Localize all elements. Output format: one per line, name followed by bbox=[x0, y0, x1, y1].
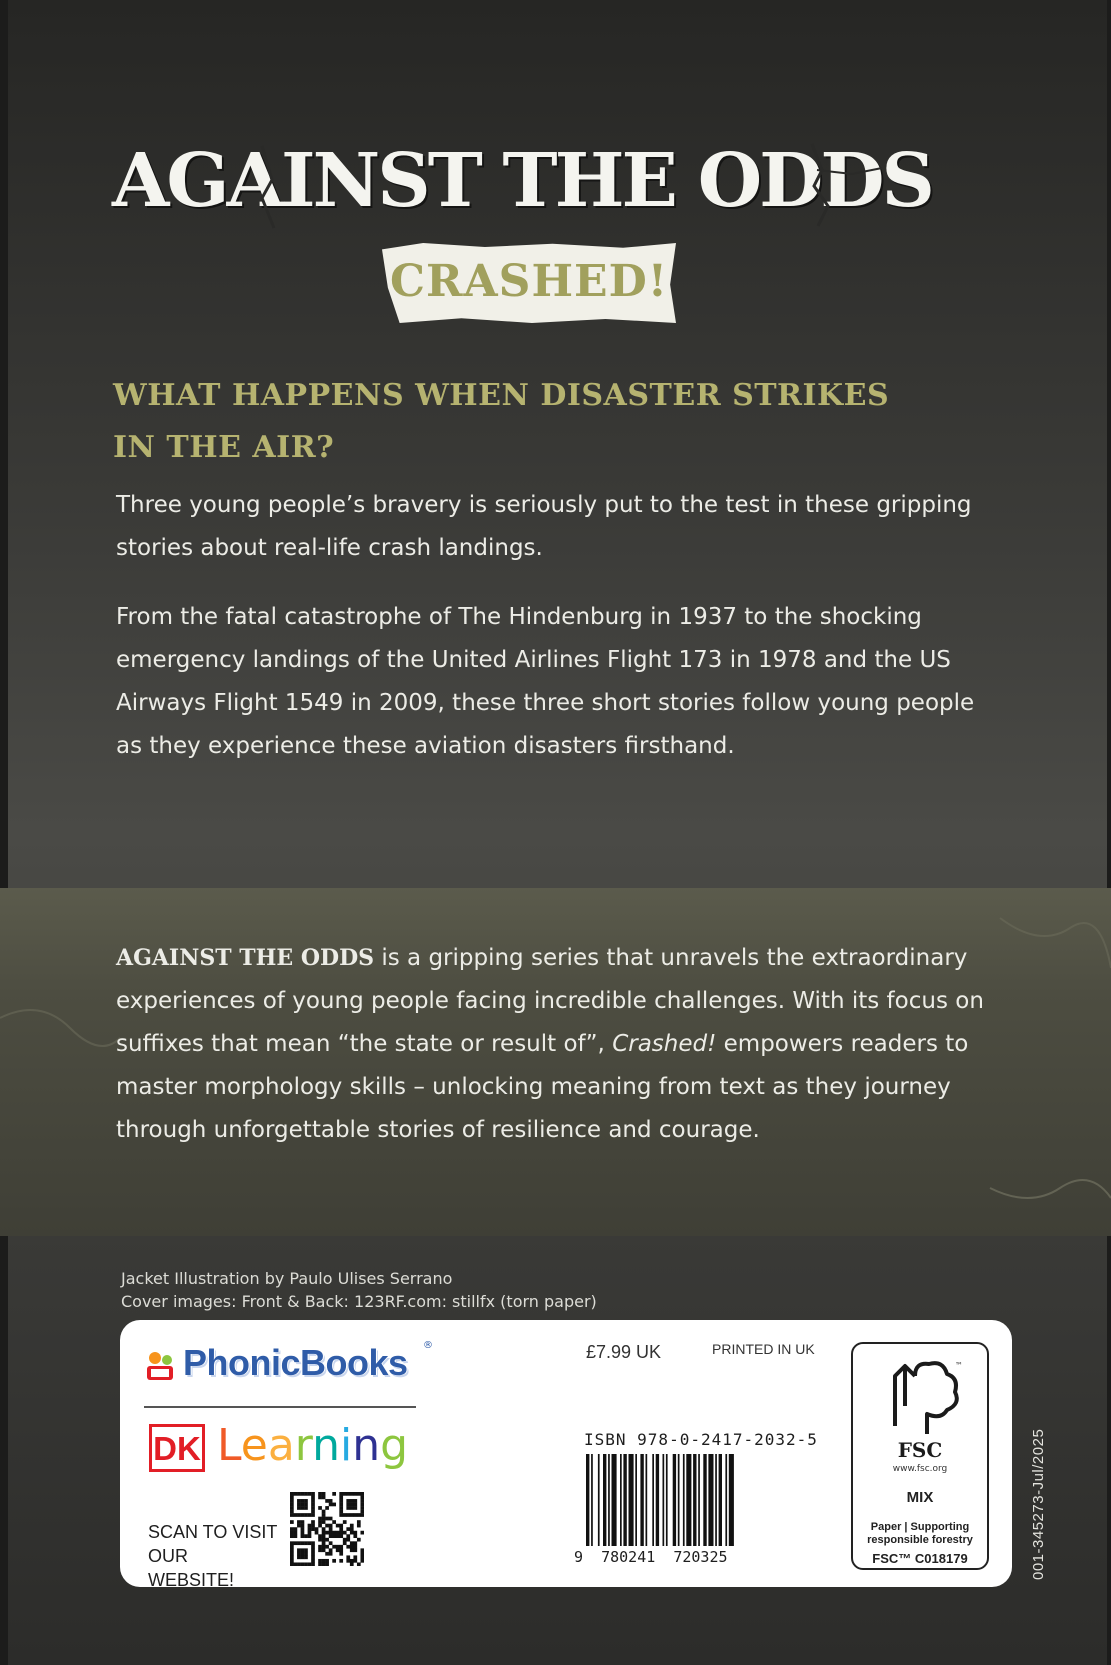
publisher-info-panel bbox=[120, 1320, 1012, 1590]
dk-wordmark: DK bbox=[153, 1430, 201, 1467]
scan-to-visit-text: SCAN TO VISIT OUR WEBSITE! bbox=[148, 1522, 278, 1590]
isbn: ISBN 978-0-2417-2032-5 bbox=[584, 1430, 818, 1449]
qr-code-icon[interactable] bbox=[290, 1492, 364, 1566]
cover-right-edge bbox=[1107, 0, 1111, 1665]
fsc-code: FSC™ C018179 bbox=[872, 1551, 968, 1566]
fsc-description: Paper | Supporting responsible forestry bbox=[867, 1521, 973, 1546]
barcode bbox=[574, 1454, 784, 1566]
svg-text:™: ™ bbox=[955, 1361, 963, 1370]
headline: WHAT HAPPENS WHEN DISASTER STRIKES IN THE AIR? bbox=[113, 378, 890, 465]
book-title-italic: Crashed! bbox=[612, 1031, 717, 1057]
learning-letter: L bbox=[217, 1420, 241, 1471]
cover-left-edge bbox=[0, 0, 8, 1665]
fsc-label bbox=[851, 1342, 989, 1570]
series-title: AGAINST THE ODDS bbox=[112, 138, 932, 224]
illustration-credit: Jacket Illustration by Paulo Ulises Serrano bbox=[121, 1269, 453, 1288]
kids-reading-icon bbox=[143, 1348, 179, 1384]
book-title: CRASHED! bbox=[389, 256, 669, 307]
price: £7.99 UK bbox=[586, 1342, 662, 1362]
fsc-mix: MIX bbox=[906, 1489, 934, 1506]
spine-code: 001-345273-Jul/2025 bbox=[1030, 1428, 1047, 1580]
logo-divider bbox=[144, 1406, 416, 1408]
series-description bbox=[116, 937, 996, 1152]
intro-paragraph: Three young people’s bravery is seriously put to the test in these gripping stories about real-life crash landings. bbox=[116, 492, 972, 561]
phonic-books-wordmark: PhonicBooks bbox=[183, 1342, 408, 1383]
printed-in: PRINTED IN UK bbox=[712, 1341, 815, 1357]
phonic-books-logo bbox=[143, 1340, 433, 1390]
fsc-tree-icon bbox=[875, 1356, 967, 1438]
barcode-number: 9 780241 720325 bbox=[574, 1548, 728, 1566]
series-name-bold: AGAINST THE ODDS bbox=[116, 945, 375, 971]
cover-credits bbox=[121, 1267, 821, 1313]
learning-wordmark bbox=[217, 1418, 408, 1474]
learning-letter: r bbox=[294, 1420, 313, 1471]
series-description-part-2: empowers readers to master morphology skills – unlocking meaning from text as they journey through unforgettable stories of resilience and courage. bbox=[116, 1031, 969, 1143]
images-credit: Cover images: Front & Back: 123RF.com: stillfx (torn paper) bbox=[121, 1292, 597, 1311]
series-description-part-1: is a gripping series that unravels the extraordinary experiences of young people facing incredible challenges. With its focus on suffixes that mean “the state or result of”, bbox=[116, 945, 984, 1057]
fsc-url: www.fsc.org bbox=[892, 1464, 948, 1474]
dk-logo bbox=[149, 1424, 205, 1472]
learning-letter: i bbox=[340, 1420, 353, 1471]
learning-letter: n bbox=[312, 1420, 341, 1471]
story-paragraph: From the fatal catastrophe of The Hindenburg in 1937 to the shocking emergency landings of the United Airlines Flight 173 in 1978 and the US Airways Flight 1549 in 2009, these three short stories follow young people as they experience these aviation disasters firsthand. bbox=[116, 604, 975, 759]
fsc-brand: FSC bbox=[897, 1438, 943, 1462]
learning-letter: g bbox=[380, 1420, 409, 1471]
learning-letter: e bbox=[240, 1420, 268, 1471]
learning-letter: n bbox=[352, 1420, 381, 1471]
learning-letter: a bbox=[267, 1420, 295, 1471]
registered-mark: ® bbox=[423, 1340, 433, 1351]
